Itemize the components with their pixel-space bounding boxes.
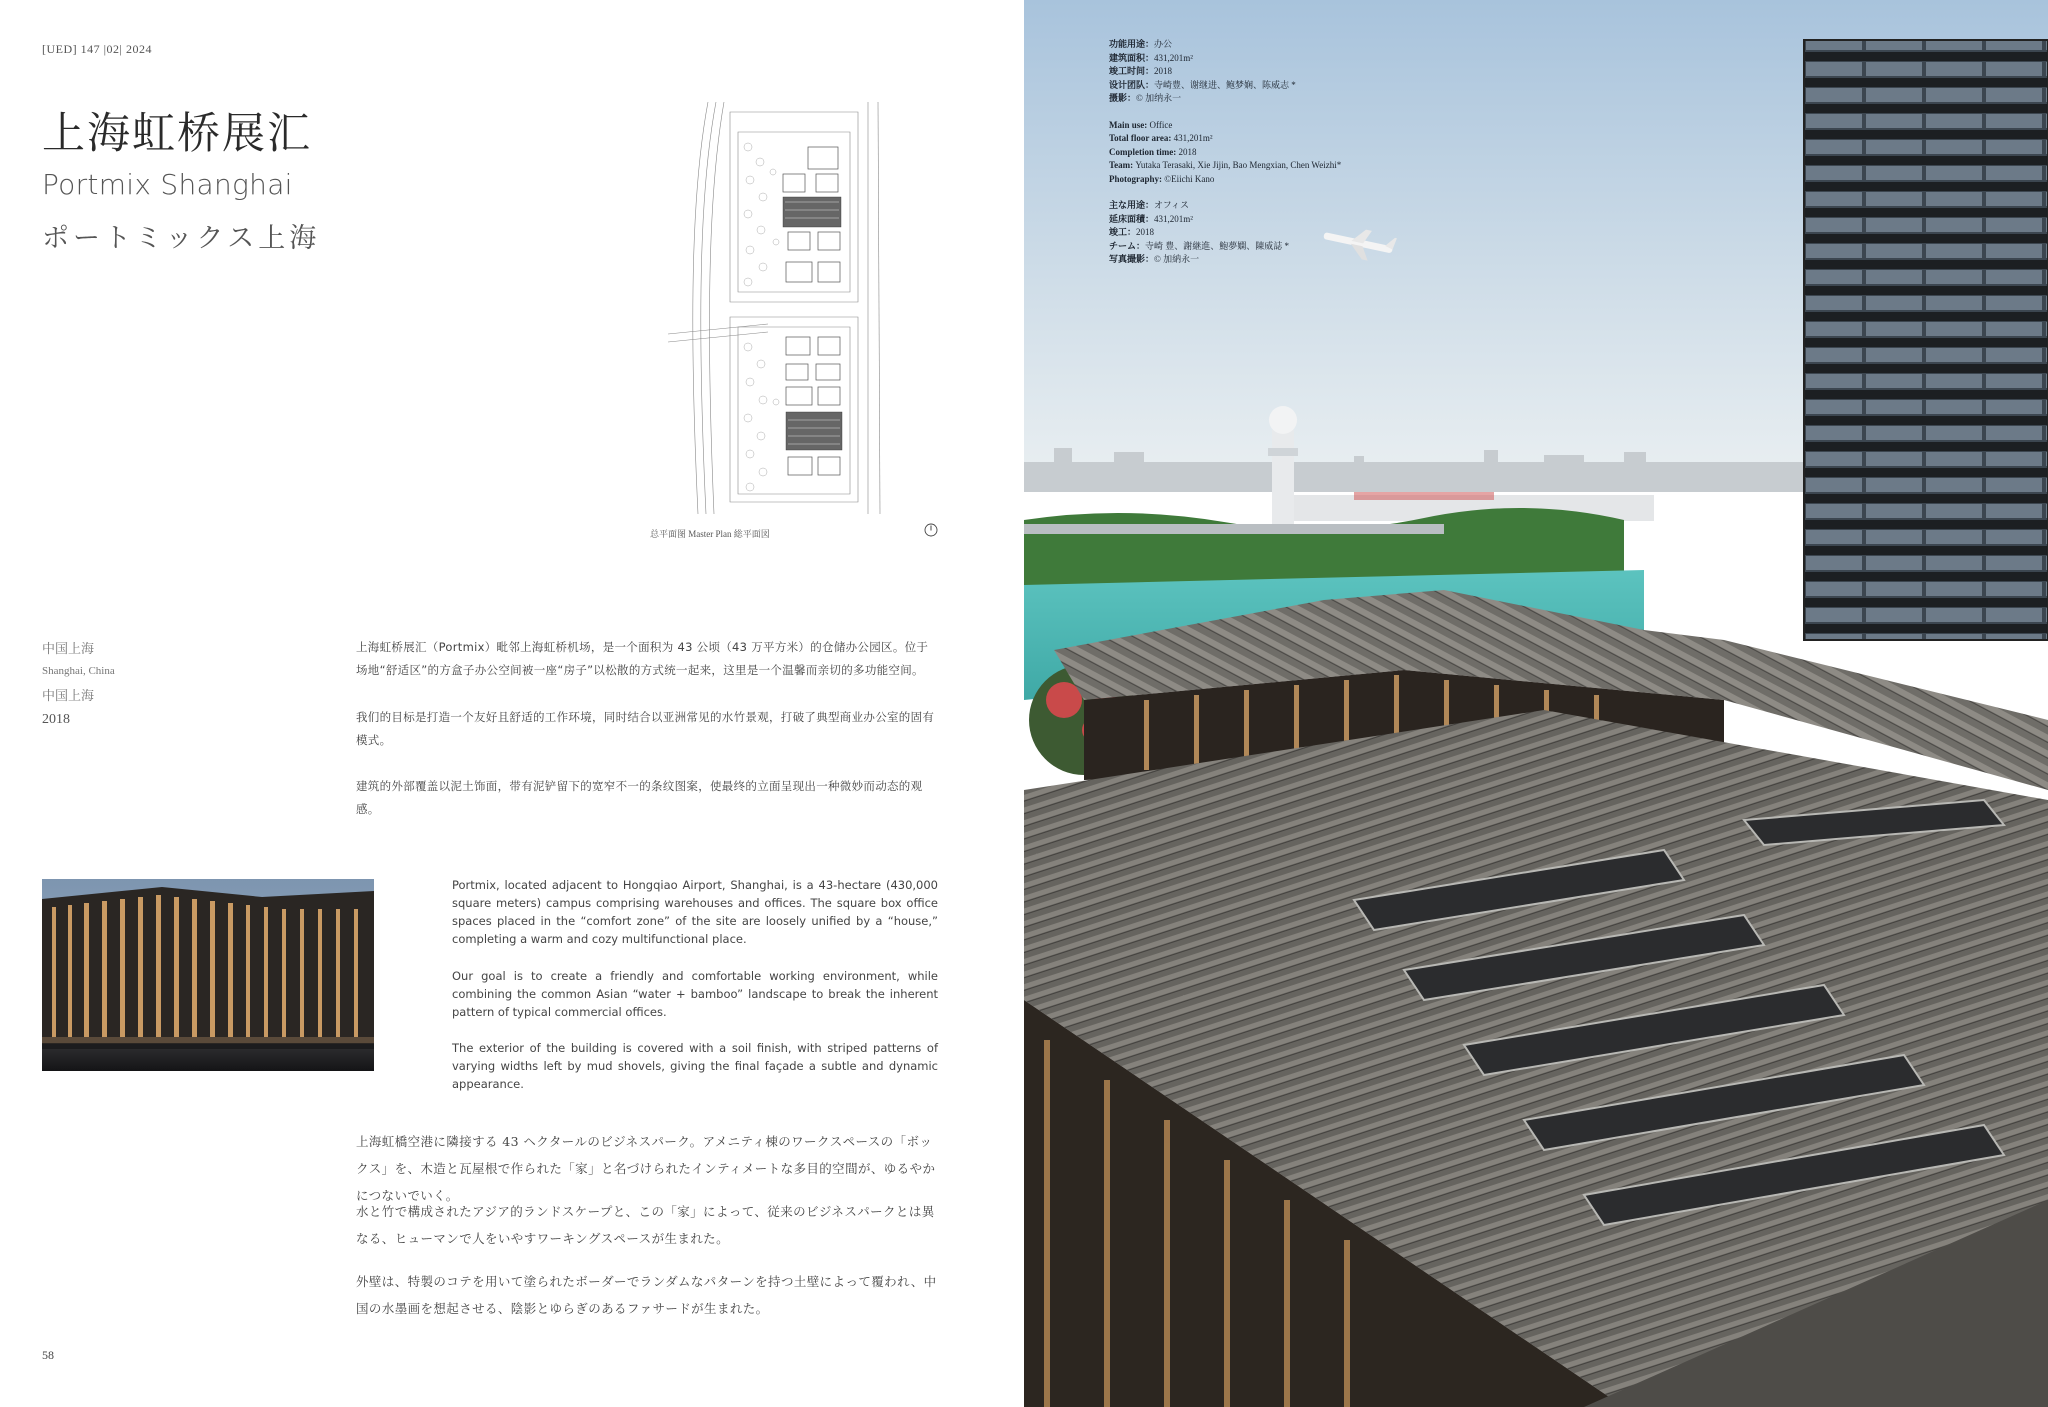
credit-line: 功能用途：办公: [1109, 39, 1173, 49]
location-chinese: 中国上海: [42, 641, 95, 656]
project-year: 2018: [42, 712, 70, 727]
right-page: [1024, 0, 2048, 1407]
credit-line: チーム：寺崎 豊、謝継進、鮑夢嫻、陳威誌 *: [1109, 240, 1290, 251]
facade-photo: [42, 879, 374, 1071]
body-english-paragraph: Portmix, located adjacent to Hongqiao Airport, Shanghai, is a 43-hectare (430,000 square meters) campus comprising warehouses and offices. The square box office spaces placed in the “comfort zone” of the site are loosely unified by a “house,” completing a warm and cozy multifunctional place.: [452, 878, 938, 946]
project-credits: [1109, 38, 1341, 267]
body-chinese-paragraph: 建筑的外部覆盖以泥土饰面，带有泥铲留下的宽窄不一的条纹图案，使最终的立面呈现出一种微妙而动态的观感。: [356, 779, 923, 816]
credit-line: 延床面積：431,201m²: [1109, 213, 1193, 224]
location-english: Shanghai, China: [42, 665, 115, 677]
credit-line: 竣工：2018: [1109, 227, 1155, 237]
body-english-paragraph: Our goal is to create a friendly and comfortable working environment, while combining the common Asian “water + bamboo” landscape to break the inherent pattern of typical commercial offices.: [452, 969, 938, 1019]
credit-line: 竣工时间：2018: [1109, 66, 1173, 76]
credit-line: 主な用途：オフィス: [1109, 200, 1190, 210]
credit-line: Team: Yutaka Terasaki, Xie Jijin, Bao Mengxian, Chen Weizhi*: [1109, 160, 1342, 170]
credit-line: Completion time: 2018: [1109, 146, 1197, 157]
project-info: [42, 638, 115, 728]
body-japanese-paragraph: 外壁は、特製のコテを用いて塗られたボーダーでランダムなパターンを持つ土壁によって覆われ、中国の水墨画を想起させる、陰影とゆらぎのあるファサードが生まれた。: [356, 1274, 937, 1316]
credit-line: 设计团队：寺崎豊、谢继进、鲍梦娴、陈威志 *: [1109, 79, 1296, 90]
credit-line: Total floor area: 431,201m²: [1109, 133, 1213, 143]
credit-line: Photography: ©Eiichi Kano: [1109, 173, 1215, 184]
location-japanese: 中国上海: [42, 688, 95, 703]
issue-label: [UED] 147 |02| 2024: [42, 42, 152, 56]
body-chinese-paragraph: 上海虹桥展汇（Portmix）毗邻上海虹桥机场，是一个面积为 43 公顷（43 万平方米）的仓储办公园区。位于场地“舒适区”的方盒子办公空间被一座“房子”以松散的方式统一起来，这里是一个温馨而亲切的多功能空间。: [356, 640, 929, 677]
page-number: 58: [42, 1348, 54, 1362]
body-chinese-paragraph: 我们的目标是打造一个友好且舒适的工作环境，同时结合以亚洲常见的水竹景观，打破了典型商业办公室的固有模式。: [356, 710, 935, 747]
body-japanese-paragraph: 上海虹橋空港に隣接する 43 ヘクタールのビジネスパーク。アメニティ棟のワークスペースの「ボックス」を、木造と瓦屋根で作られた「家」と名づけられたインティメートな多目的空間が、ゆるやかにつないでいく。: [356, 1134, 936, 1203]
title-chinese: 上海虹桥展汇: [42, 109, 312, 159]
credit-line: 建筑面积：431,201m²: [1109, 52, 1193, 63]
title-english: Portmix Shanghai: [42, 168, 293, 201]
title-japanese: ポートミックス上海: [42, 223, 321, 254]
master-plan-caption: 总平面图 Master Plan 総平面図: [650, 529, 770, 539]
credit-line: 写真撮影：© 加納永一: [1109, 254, 1200, 264]
master-plan-drawing: [668, 102, 936, 514]
credit-line: Main use: Office: [1109, 119, 1173, 130]
north-arrow-icon: [924, 523, 938, 537]
body-english-paragraph: The exterior of the building is covered with a soil finish, with striped patterns of varying widths left by mud shovels, giving the final façade a subtle and dynamic appearance.: [452, 1041, 938, 1091]
credit-line: 摄影：© 加纳永一: [1109, 93, 1182, 103]
body-japanese-paragraph: 水と竹で構成されたアジア的ランドスケープと、この「家」によって、従来のビジネスパークとは異なる、ヒューマンで人をいやすワーキングスペースが生まれた。: [356, 1204, 935, 1246]
